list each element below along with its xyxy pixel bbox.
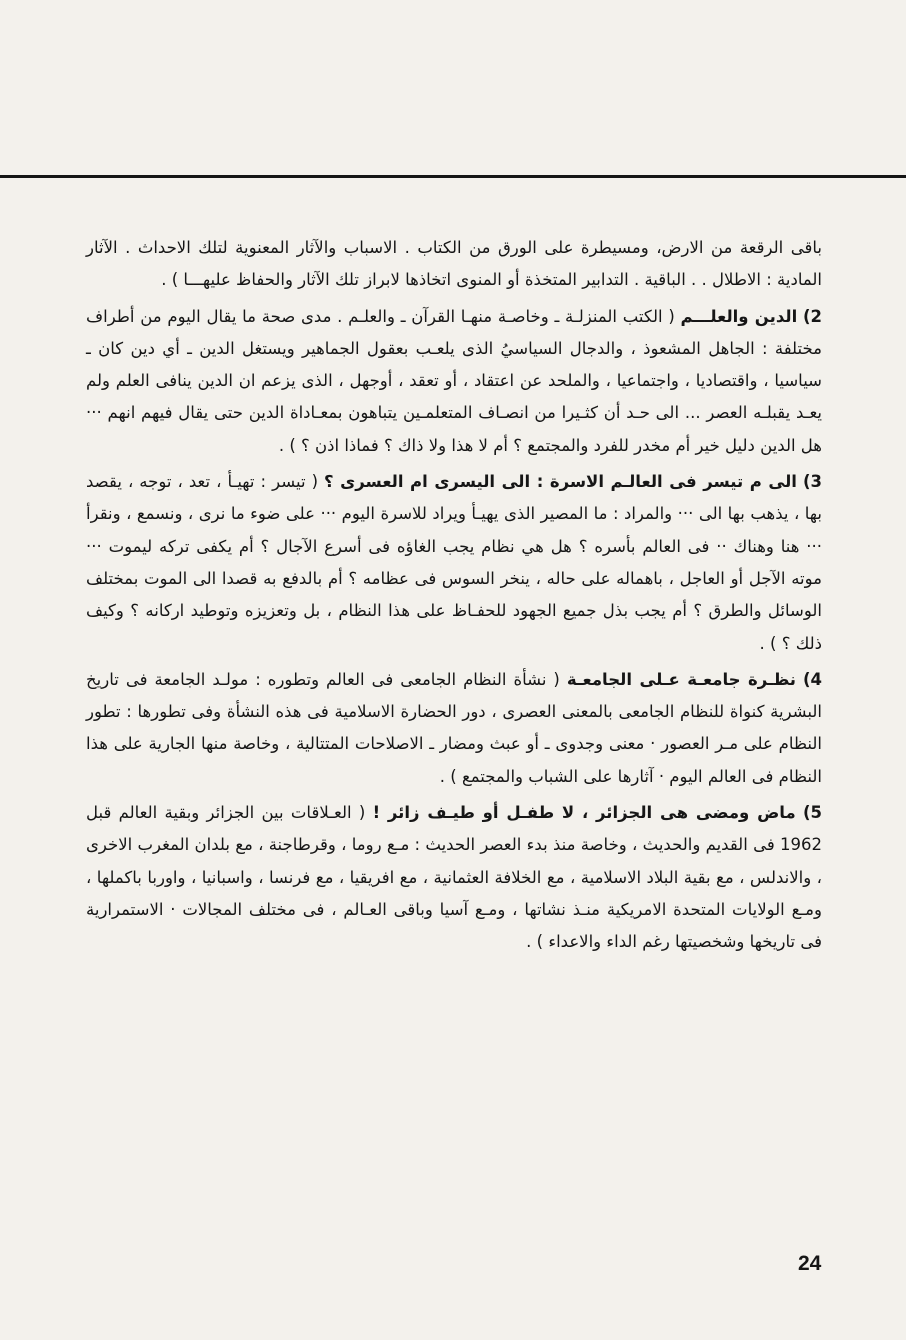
section-number: 5) (802, 803, 823, 823)
section-3 (86, 466, 822, 660)
page-number: 24 (798, 1252, 822, 1275)
section-number: 2) (802, 306, 823, 326)
header-rule (0, 175, 906, 178)
section-number: 3) (802, 472, 823, 492)
intro-paragraph: باقى الرقعة من الارض، ومسيطرة على الورق من الكتاب . الاسباب والآثار المعنوية لتلك الاحداث . الآثار المادية : الاطلال . . الباقية . التدابير المتخذة أو المنوى اتخاذها لابراز تلك الآثار والحفاظ عليهـــا ) . (86, 238, 822, 290)
section-heading: ماض ومضى هى الجزائر ، لا طفـل أو طيـف زائر ! (372, 803, 796, 823)
section-body: ( العـلاقات بين الجزائر وبقية العالم قبل 1962 فى القديم والحديث ، وخاصة منذ بدء العصر الحديث : مـع روما ، وقرطاجنة ، مع بلدان المغرب الاخرى ، والاندلس ، مع بقية البلاد الاسلامية ، مع الخلافة العثمانية ، مع افريقيا ، مع فرنسا ، واسبانيا ، واوربا باكملها ، ومـع الولايات المتحدة الامريكية منـذ نشاتها ، ومـع آسيا وباقى العـالم ، فى مختلف المجالات · الاستمرارية فى تاريخها وشخصيتها رغم الداء والاعداء ) . (86, 803, 822, 952)
section-4 (86, 664, 822, 793)
section-body: ( الكتب المنزلـة ـ وخاصـة منهـا القرآن ـ والعلـم . مدى صحة ما يقال اليوم من أطراف مختلفة : الجاهل المشعوذ ، والدجال السياسيُ الذى يلعـب بعقول الجماهير ويستغل الدين ـ أي دين كان ـ سياسيا ، واقتصاديا ، واجتماعيا ، والملحد عن اعتقاد ، أو تعقد ، أوجهل ، الذى يزعم ان الدين ينافى العلم ولم يعـد يقبلـه العصر ... الى حـد أن كثـيرا من انصـاف المتعلمـين يتباهون بمعـاداة الدين حتى يقال فيهم انهم ··· هل الدين دليل خير أم مخدر للفرد والمجتمع ؟ أم لا هذا ولا ذاك ؟ فماذا اذن ؟ ) . (86, 306, 822, 455)
section-body: ( تيسر : تهيـأ ، تعد ، توجه ، يقصد بها ، يذهب بها الى ··· والمراد : ما المصير الذى يهيـأ ويراد للاسرة اليوم ··· على ضوء ما نرى ، ونسمع ، ونقرأ ··· هنا وهناك ·· فى العالم بأسره ؟ هل هي نظام يجب الغاؤه فى أسرع الآجال ؟ أم يكفى تركه ليموت ··· موته الآجل أو العاجل ، باهماله على حاله ، ينخر السوس فى عظامه ؟ أم بالدفع به قصدا الى الموت بمختلف الوسائل والطرق ؟ أم يجب بذل جميع الجهود للحفـاظ على هذا النظام ، بل وتعزيزه وتوطيد اركانه ؟ وكيف ذلك ؟ ) . (86, 472, 822, 653)
section-heading: الدين والعلـــم (680, 306, 798, 326)
section-body: ( نشأة النظام الجامعى فى العالم وتطوره : مولـد الجامعة فى تاريخ البشرية كنواة للنظام الجامعى بالمعنى العصرى ، دور الحضارة الاسلامية فى هذه النشأة وفى تطورها : تطور النظام على مـر العصور · معنى وجدوى ـ أو عبث ومضار ـ الاصلاحات المتتالية ، وخاصة منها الجارية على هذا النظام فى العالم اليوم · آثارها على الشباب والمجتمع ) . (86, 669, 822, 786)
section-heading: الى م تيسر فى العالـم الاسرة : الى اليسرى ام العسرى ؟ (324, 472, 797, 492)
section-heading: نظـرة جامعـة عـلى الجامعـة (566, 669, 796, 689)
section-5 (86, 797, 822, 958)
section-2 (86, 301, 822, 462)
section-number: 4) (802, 669, 822, 689)
page-body (86, 232, 822, 959)
